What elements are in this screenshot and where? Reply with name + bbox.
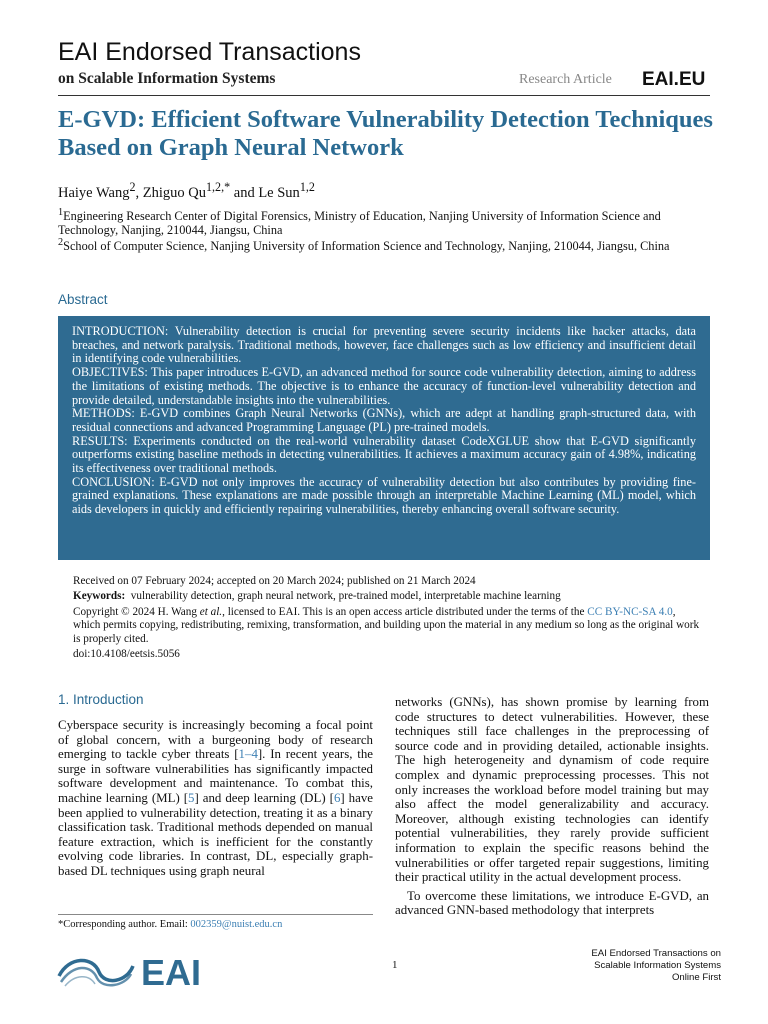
intro-paragraph: networks (GNNs), has shown promise by learning from code structures to detect vulnerabilities. However, these techniques still face challenges in the preprocessing of source code and in providing detailed, actionable insights. The high heterogeneity and dynamism of code require complex and dynamic preprocessing processes. This not only increases the workload before model training but may also affect the model generalizability and accuracy. Moreover, although existing technologies can identify potential vulnerabilities, they rarely provide sufficient information to explain the specific reasons behind the vulnerabilities or offer targeted repair suggestions, limiting their practical utility in the actual development process. xyxy=(395,695,709,885)
doi[interactable]: doi:10.4108/eetsis.5056 xyxy=(73,648,180,661)
email-link[interactable]: 002359@nuist.edu.cn xyxy=(190,919,283,930)
intro-paragraph: To overcome these limitations, we introduce E-GVD, an advanced GNN-based methodology that interprets xyxy=(395,888,709,918)
copyright-text: , which permits copying, redistributing, remixing, transformation, and building upon the material in any medium so long as the original work is properly cited. xyxy=(73,605,700,645)
author-separator: and xyxy=(230,184,259,201)
author-affiliation-marker: 2 xyxy=(129,180,136,194)
affiliation-number: 2 xyxy=(58,237,64,248)
affiliation-text: School of Computer Science, Nanjing University of Information Science and Technology, Nanjing, 210044, Jiangsu, China xyxy=(63,239,670,254)
site-logo-text[interactable]: EAI.EU xyxy=(642,69,706,90)
journal-title: EAI Endorsed Transactions xyxy=(58,38,361,66)
right-column xyxy=(395,695,709,918)
keywords xyxy=(73,590,703,603)
page-number: 1 xyxy=(392,959,398,971)
logo-wordmark: EAI xyxy=(141,952,202,988)
author-affiliation-marker: 1,2 xyxy=(299,180,315,194)
author-name: Zhiguo Qu xyxy=(142,184,206,201)
author-name: Haiye Wang xyxy=(58,184,130,201)
keywords-label: Keywords: xyxy=(73,590,126,603)
affiliation xyxy=(58,206,718,237)
citation-link[interactable]: 6 xyxy=(333,790,341,805)
eai-swirl-icon xyxy=(59,960,133,986)
license-link[interactable]: CC BY-NC-SA 4.0 xyxy=(587,605,673,618)
abstract-heading: Abstract xyxy=(58,292,108,307)
copyright-etal: et al. xyxy=(199,605,223,618)
header-rule xyxy=(58,95,710,96)
affiliation xyxy=(58,236,718,253)
abstract-objectives: OBJECTIVES: This paper introduces E-GVD, an advanced method for source code vulnerability detection, aiming to address the limitations of existing methods. The objective is to enhance the accuracy of function-level vulnerability detection and provide detailed, understandable insights into the vulnerabilities. xyxy=(72,365,696,407)
body-text: ]. In recent years, the surge in software vulnerabilities has significantly impacted software development and maintenance. To combat this, machine learning (ML) [ xyxy=(58,747,374,805)
received-dates: Received on 07 February 2024; accepted on 20 March 2024; published on 21 March 2024 xyxy=(73,575,476,587)
body-text: ] and deep learning (DL) [ xyxy=(194,790,334,805)
abstract-methods: METHODS: E-GVD combines Graph Neural Networks (GNNs), which are adept at handling graph-structured data, with residual connections and advanced Programming Language (PL) pre-trained models. xyxy=(72,406,696,434)
article-metadata xyxy=(73,575,703,663)
footer-line: Scalable Information Systems xyxy=(594,960,721,971)
author-separator: , xyxy=(135,184,143,201)
body-text: Cyberspace security is increasingly becoming a focal point of global concern, with a burgeoning body of research emerging to tackle cyber threats [ xyxy=(58,718,373,762)
footnote xyxy=(58,919,282,930)
affiliation-number: 1 xyxy=(58,207,64,218)
copyright-text: , licensed to EAI. This is an open access article distributed under the terms of the xyxy=(222,605,588,618)
copyright xyxy=(73,606,703,646)
article-type: Research Article xyxy=(519,72,612,87)
journal-subtitle: on Scalable Information Systems xyxy=(58,70,276,87)
citation-link[interactable]: 5 xyxy=(188,790,195,805)
abstract-conclusion: CONCLUSION: E-GVD not only improves the accuracy of vulnerability detection but also contributes by providing fine-grained explanations. These explanations are made possible through an interpretable Machine Learning (ML) model, which aids developers in quickly and efficiently repairing vulnerabilities, thereby enhancing overall software security. xyxy=(72,474,696,517)
footer-line: Online First xyxy=(671,972,721,983)
left-column xyxy=(58,718,373,879)
abstract-results: RESULTS: Experiments conducted on the real-world vulnerability dataset CodeXGLUE show that E-GVD significantly outperforms existing baseline methods in detecting vulnerabilities. It achieves a maximum accuracy gain of 4.98%, indicating its effectiveness over traditional methods. xyxy=(72,433,696,476)
abstract-box xyxy=(58,316,710,560)
paper-title: E-GVD: Efficient Software Vulnerability Detection Techniques Based on Graph Neural Network xyxy=(58,106,713,161)
affiliation-text: Engineering Research Center of Digital Forensics, Ministry of Education, Nanjing University of Information Science and Technology, Nanjing, 210044, Jiangsu, China xyxy=(58,209,661,238)
section-heading-introduction: 1. Introduction xyxy=(58,692,144,707)
author-affiliation-marker: 1,2,* xyxy=(205,180,231,194)
footer-journal-info xyxy=(520,948,721,984)
copyright-text: Copyright © 2024 H. Wang xyxy=(73,605,200,618)
footnote-text: *Corresponding author. Email: xyxy=(58,919,191,930)
author-name: Le Sun xyxy=(258,184,300,201)
citation-link[interactable]: 1–4 xyxy=(238,747,258,762)
body-text: ] have been applied to vulnerability detection, treating it as a binary classification task. Traditional methods depended on manual feature extraction, which is inefficient for the constantly evolving code libraries. In contrast, DL, especially graph-based DL techniques using graph neural xyxy=(58,790,373,878)
footnote-rule xyxy=(58,914,373,915)
abstract-introduction: INTRODUCTION: Vulnerability detection is crucial for preventing severe security incidents like hacker attacks, data breaches, and network paralysis. Traditional methods, however, face challenges such as low efficiency and insufficient detail in identifying code vulnerabilities. xyxy=(72,324,696,366)
intro-paragraph xyxy=(58,718,373,879)
author-list xyxy=(58,180,315,202)
eai-logo xyxy=(55,952,215,988)
keywords-text: vulnerability detection, graph neural network, pre-trained model, interpretable machine learning xyxy=(130,590,561,603)
footer-line: EAI Endorsed Transactions on xyxy=(591,948,721,959)
